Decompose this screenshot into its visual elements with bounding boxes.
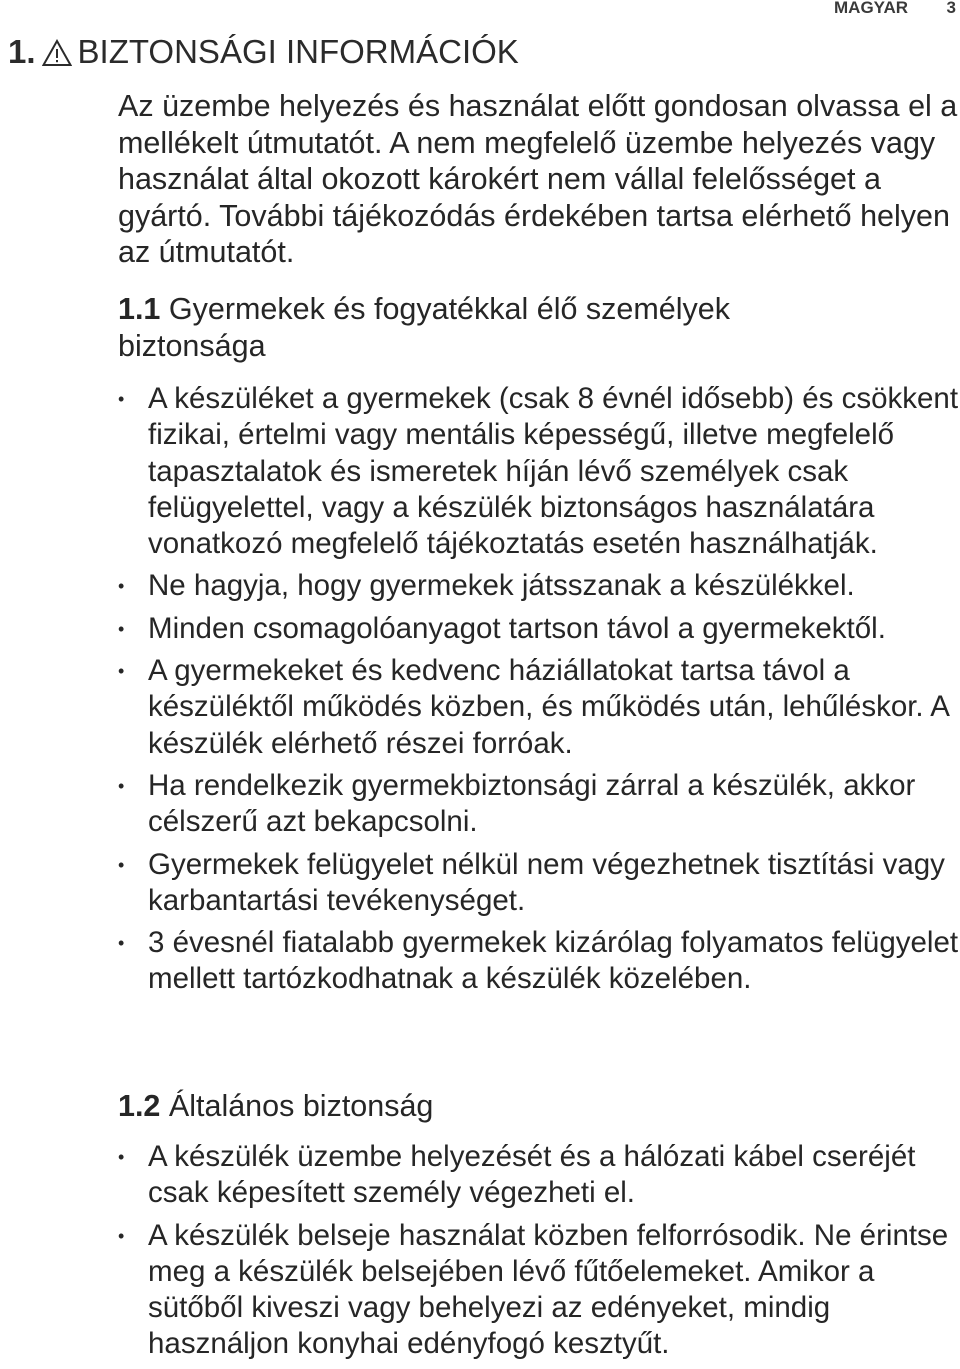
list-item xyxy=(118,1139,960,1212)
list-item xyxy=(118,611,960,647)
bullet-icon: • xyxy=(118,389,125,409)
page-number: 3 xyxy=(946,0,956,17)
bullet-icon: • xyxy=(118,1225,125,1246)
list-item-text: A készülék üzembe helyezését és a hálózati kábel cseréjét csak képesített személy végezheti el. xyxy=(148,1140,916,1210)
list-item xyxy=(118,568,960,604)
section-number: 1.2 xyxy=(118,1089,161,1123)
chapter-title: BIZTONSÁGI INFORMÁCIÓK xyxy=(77,33,519,70)
bullet-icon: • xyxy=(118,576,125,597)
list-item xyxy=(118,381,960,562)
section-title: Általános biztonság xyxy=(168,1089,434,1123)
list-item-text: A gyermekeket és kedvenc háziállatokat tartsa távol a készüléktől működés közben, és működés után, lehűléskor. A készülék elérhető részei forróak. xyxy=(148,654,949,760)
safety-list-children xyxy=(118,381,960,1004)
language-label: MAGYAR xyxy=(834,0,908,17)
bullet-icon: • xyxy=(118,854,125,875)
section-number: 1.1 xyxy=(118,292,161,326)
list-item-text: A készüléket a gyermekek (csak 8 évnél idősebb) és csökkent fizikai, értelmi vagy mentális képességű, illetve megfelelő tapasztalatok és ismeretek híján lévő személyek csak felügyelettel, vagy a készülék biztonságos használatára vonatkozó megfelelő tájékoztatás esetén használhatják. xyxy=(148,382,959,561)
bullet-icon: • xyxy=(118,618,125,639)
warning-triangle-icon xyxy=(42,34,72,78)
intro-paragraph: Az üzembe helyezés és használat előtt gondosan olvassa el a mellékelt útmutatót. A nem megfelelő üzembe helyezés vagy használat által okozott károkért nem vállal felelősséget a gyártó. További tájékozódás érdekében tartsa elérhető helyen az útmutatót. xyxy=(118,89,958,269)
section-heading-1-2 xyxy=(118,1088,878,1125)
bullet-icon: • xyxy=(118,661,125,682)
bullet-icon: • xyxy=(118,775,125,796)
bullet-icon: • xyxy=(118,1147,125,1167)
list-item-text: Minden csomagolóanyagot tartson távol a gyermekektől. xyxy=(148,611,886,645)
list-item xyxy=(118,653,960,762)
safety-list-general xyxy=(118,1139,960,1369)
list-item xyxy=(118,1218,960,1363)
list-item xyxy=(118,847,960,920)
list-item-text: A készülék belseje használat közben felforrósodik. Ne érintse meg a készülék belsejében lévő fűtőelemeket. Amikor a sütőből kiveszi vagy behelyezi az edényeket, mindig használjon konyhai edényfogó kesztyűt. xyxy=(148,1218,949,1361)
list-item-text: Gyermekek felügyelet nélkül nem végezhetnek tisztítási vagy karbantartási tevékenységet. xyxy=(148,847,945,917)
list-item-text: Ha rendelkezik gyermekbiztonsági zárral a készülék, akkor célszerű azt bekapcsolni. xyxy=(148,768,916,839)
chapter-number: 1. xyxy=(8,33,36,70)
list-item xyxy=(118,768,960,841)
bullet-icon: • xyxy=(118,933,125,954)
list-item xyxy=(118,925,960,998)
list-item-text: Ne hagyja, hogy gyermekek játsszanak a készülékkel. xyxy=(148,569,855,603)
list-item-text: 3 évesnél fiatalabb gyermekek kizárólag folyamatos felügyelet mellett tartózkodhatnak a készülék közelében. xyxy=(148,926,959,996)
chapter-heading xyxy=(8,30,519,78)
section-heading-1-1 xyxy=(118,291,878,364)
section-title: Gyermekek és fogyatékkal élő személyek biztonsága xyxy=(118,292,730,363)
